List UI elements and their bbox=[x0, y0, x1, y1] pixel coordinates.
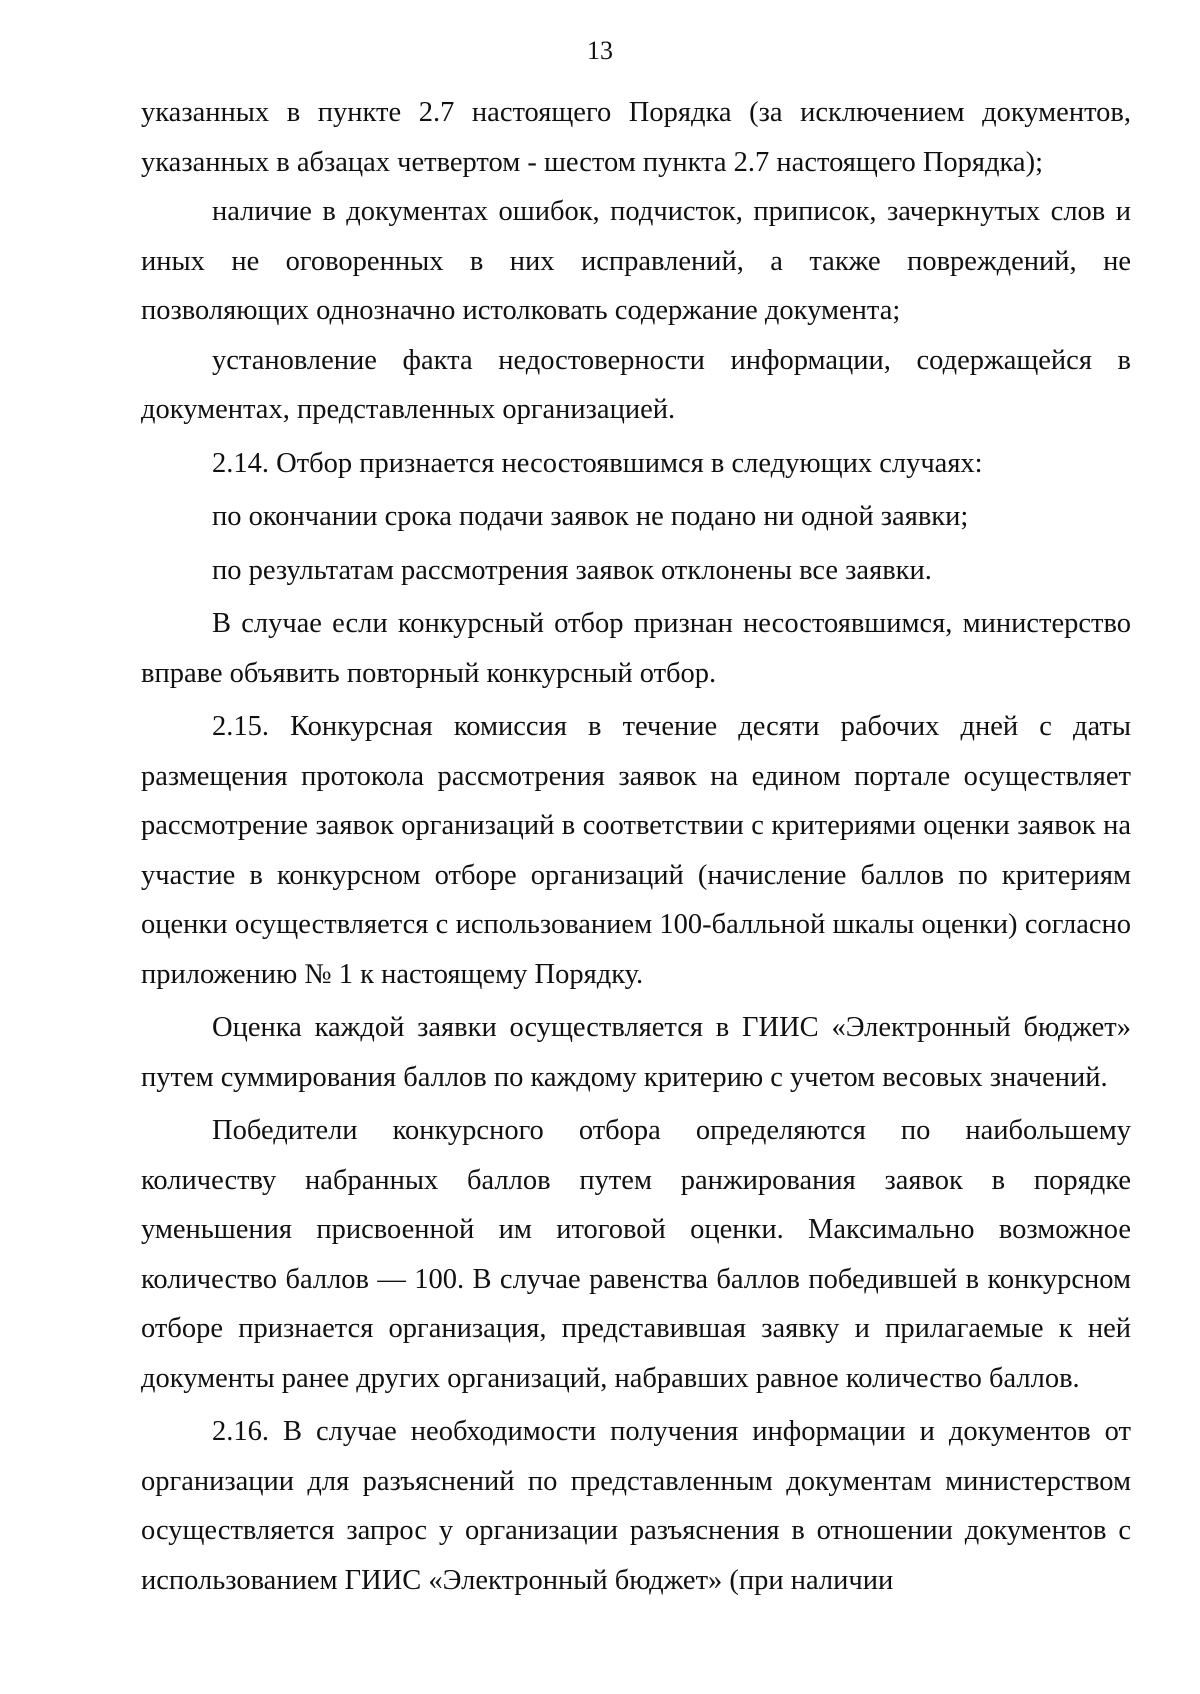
paragraph-errors-in-documents: наличие в документах ошибок, подчисток, приписок, зачеркнутых слов и иных не оговоренных в них исправлений, а также повреждений, не позволяющих однозначно истолковать содержание документа; bbox=[141, 196, 1131, 326]
paragraph-false-information: установление факта недостоверности информации, содержащейся в документах, представленных организацией. bbox=[141, 344, 1131, 425]
paragraph-2-16: 2.16. В случае необходимости получения информации и документов от организации для разъяснений по представленным документам министерством осуществляется запрос у организации разъяснения в отношении документов с использованием ГИИС «Электронный бюджет» (при наличии bbox=[141, 1416, 1131, 1596]
page-number: 13 bbox=[587, 36, 613, 65]
paragraph-continuation: указанных в пункте 2.7 настоящего Порядка (за исключением документов, указанных в абзацах четвертом - шестом пункта 2.7 настоящего Порядка); bbox=[141, 97, 1131, 178]
paragraph-repeat-selection: В случае если конкурсный отбор признан несостоявшимся, министерство вправе объявить повторный конкурсный отбор. bbox=[141, 608, 1131, 689]
paragraph-evaluation: Оценка каждой заявки осуществляется в ГИИС «Электронный бюджет» путем суммирования баллов по каждому критерию с учетом весовых значений. bbox=[141, 1012, 1131, 1093]
paragraph-no-applications: по окончании срока подачи заявок не подано ни одной заявки; bbox=[212, 501, 969, 532]
paragraph-2-14-heading: 2.14. Отбор признается несостоявшимся в следующих случаях: bbox=[212, 447, 983, 479]
paragraph-all-rejected: по результатам рассмотрения заявок отклонены все заявки. bbox=[212, 554, 932, 586]
document-body bbox=[141, 88, 1131, 1605]
paragraph-2-15: 2.15. Конкурсная комиссия в течение десяти рабочих дней с даты размещения протокола рассмотрения заявок на едином портале осуществляет рассмотрение заявок организаций в соответствии с критериями оценки заявок на участие в конкурсном отборе организаций (начисление баллов по критериям оценки осуществляется с использованием 100-балльной шкалы оценки) согласно приложению № 1 к настоящему Порядку. bbox=[141, 711, 1131, 990]
paragraph-winners: Победители конкурсного отбора определяются по наибольшему количеству набранных баллов путем ранжирования заявок в порядке уменьшения присвоенной им итоговой оценки. Максимально возможное количество баллов — 100. В случае равенства баллов победившей в конкурсном отборе признается организация, представившая заявку и прилагаемые к ней документы ранее других организаций, набравших равное количество баллов. bbox=[141, 1115, 1131, 1394]
